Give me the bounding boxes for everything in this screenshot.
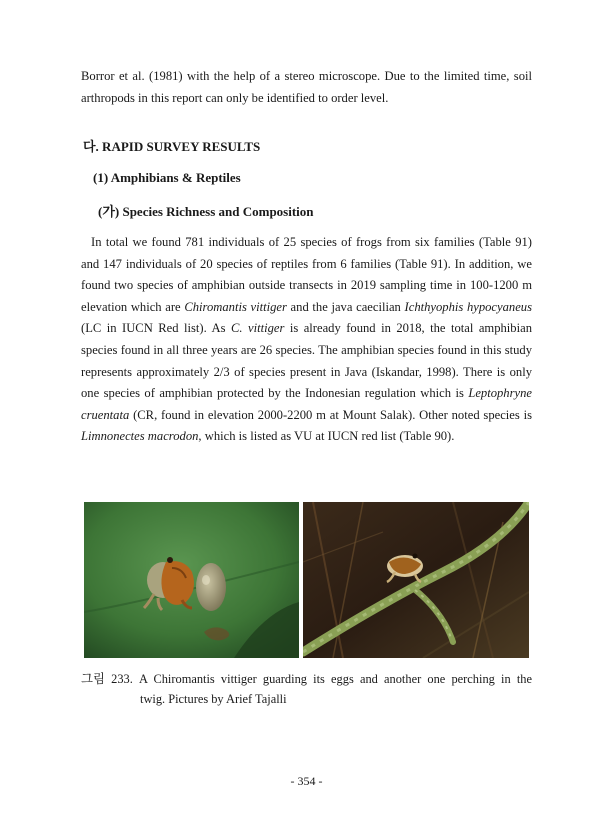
species-name-leptophryne: Leptophryne cruentata	[81, 386, 532, 422]
results-paragraph	[81, 232, 532, 448]
species-name-chiromantis: Chiromantis vittiger	[184, 299, 287, 314]
subsection-heading: (1) Amphibians & Reptiles	[93, 170, 241, 185]
results-text-3: (LC in IUCN Red list). As	[81, 321, 231, 336]
section-heading: 다. RAPID SURVEY RESULTS	[83, 139, 261, 154]
subsubsection-heading: (가) Species Richness and Composition	[98, 204, 314, 219]
photo-frog-on-leaf	[84, 502, 299, 658]
photo-frog-on-twig	[303, 502, 529, 658]
species-name-c-vittiger: C. vittiger	[230, 321, 285, 336]
species-name-limnonectes: Limnonectes macrodon	[81, 429, 199, 444]
species-name-ichthyophis: Ichthyophis hypocyaneus	[404, 299, 532, 314]
figure-caption	[81, 669, 532, 709]
results-text-6: , which is listed as VU at IUCN red list (Table 90).	[198, 429, 455, 444]
results-text-4: is already found in 2018, the total amphibian species found in all three years are 26 species. The amphibian species found in this study represents approximately 2/3 of species present in Java (Iskandar, 1998). There is only one species of amphibian protected by the Indonesian regulation which is	[81, 321, 532, 401]
figure-caption-line-1: 그림 233. A Chiromantis vittiger guarding its eggs and another one perching in the	[81, 672, 532, 686]
figure-caption-line-2: twig. Pictures by Arief Tajalli	[140, 692, 287, 706]
results-text-1: In total we found 781 individuals of 25 species of frogs from six families (Table 91) and 147 individuals of 20 species of reptiles from 6 families (Table 91). In addition, we found two species of amphibian outside transects in 2019 sampling time in 100-1200 m elevation which are	[81, 235, 532, 314]
results-text-2: and the java caecilian	[286, 299, 405, 314]
results-text-5: (CR, found in elevation 2000-2200 m at Mount Salak). Other noted species is	[129, 407, 532, 422]
page-number: - 354 -	[290, 774, 323, 788]
intro-paragraph: Borror et al. (1981) with the help of a stereo microscope. Due to the limited time, soil arthropods in this report can only be identified to order level.	[81, 69, 532, 105]
